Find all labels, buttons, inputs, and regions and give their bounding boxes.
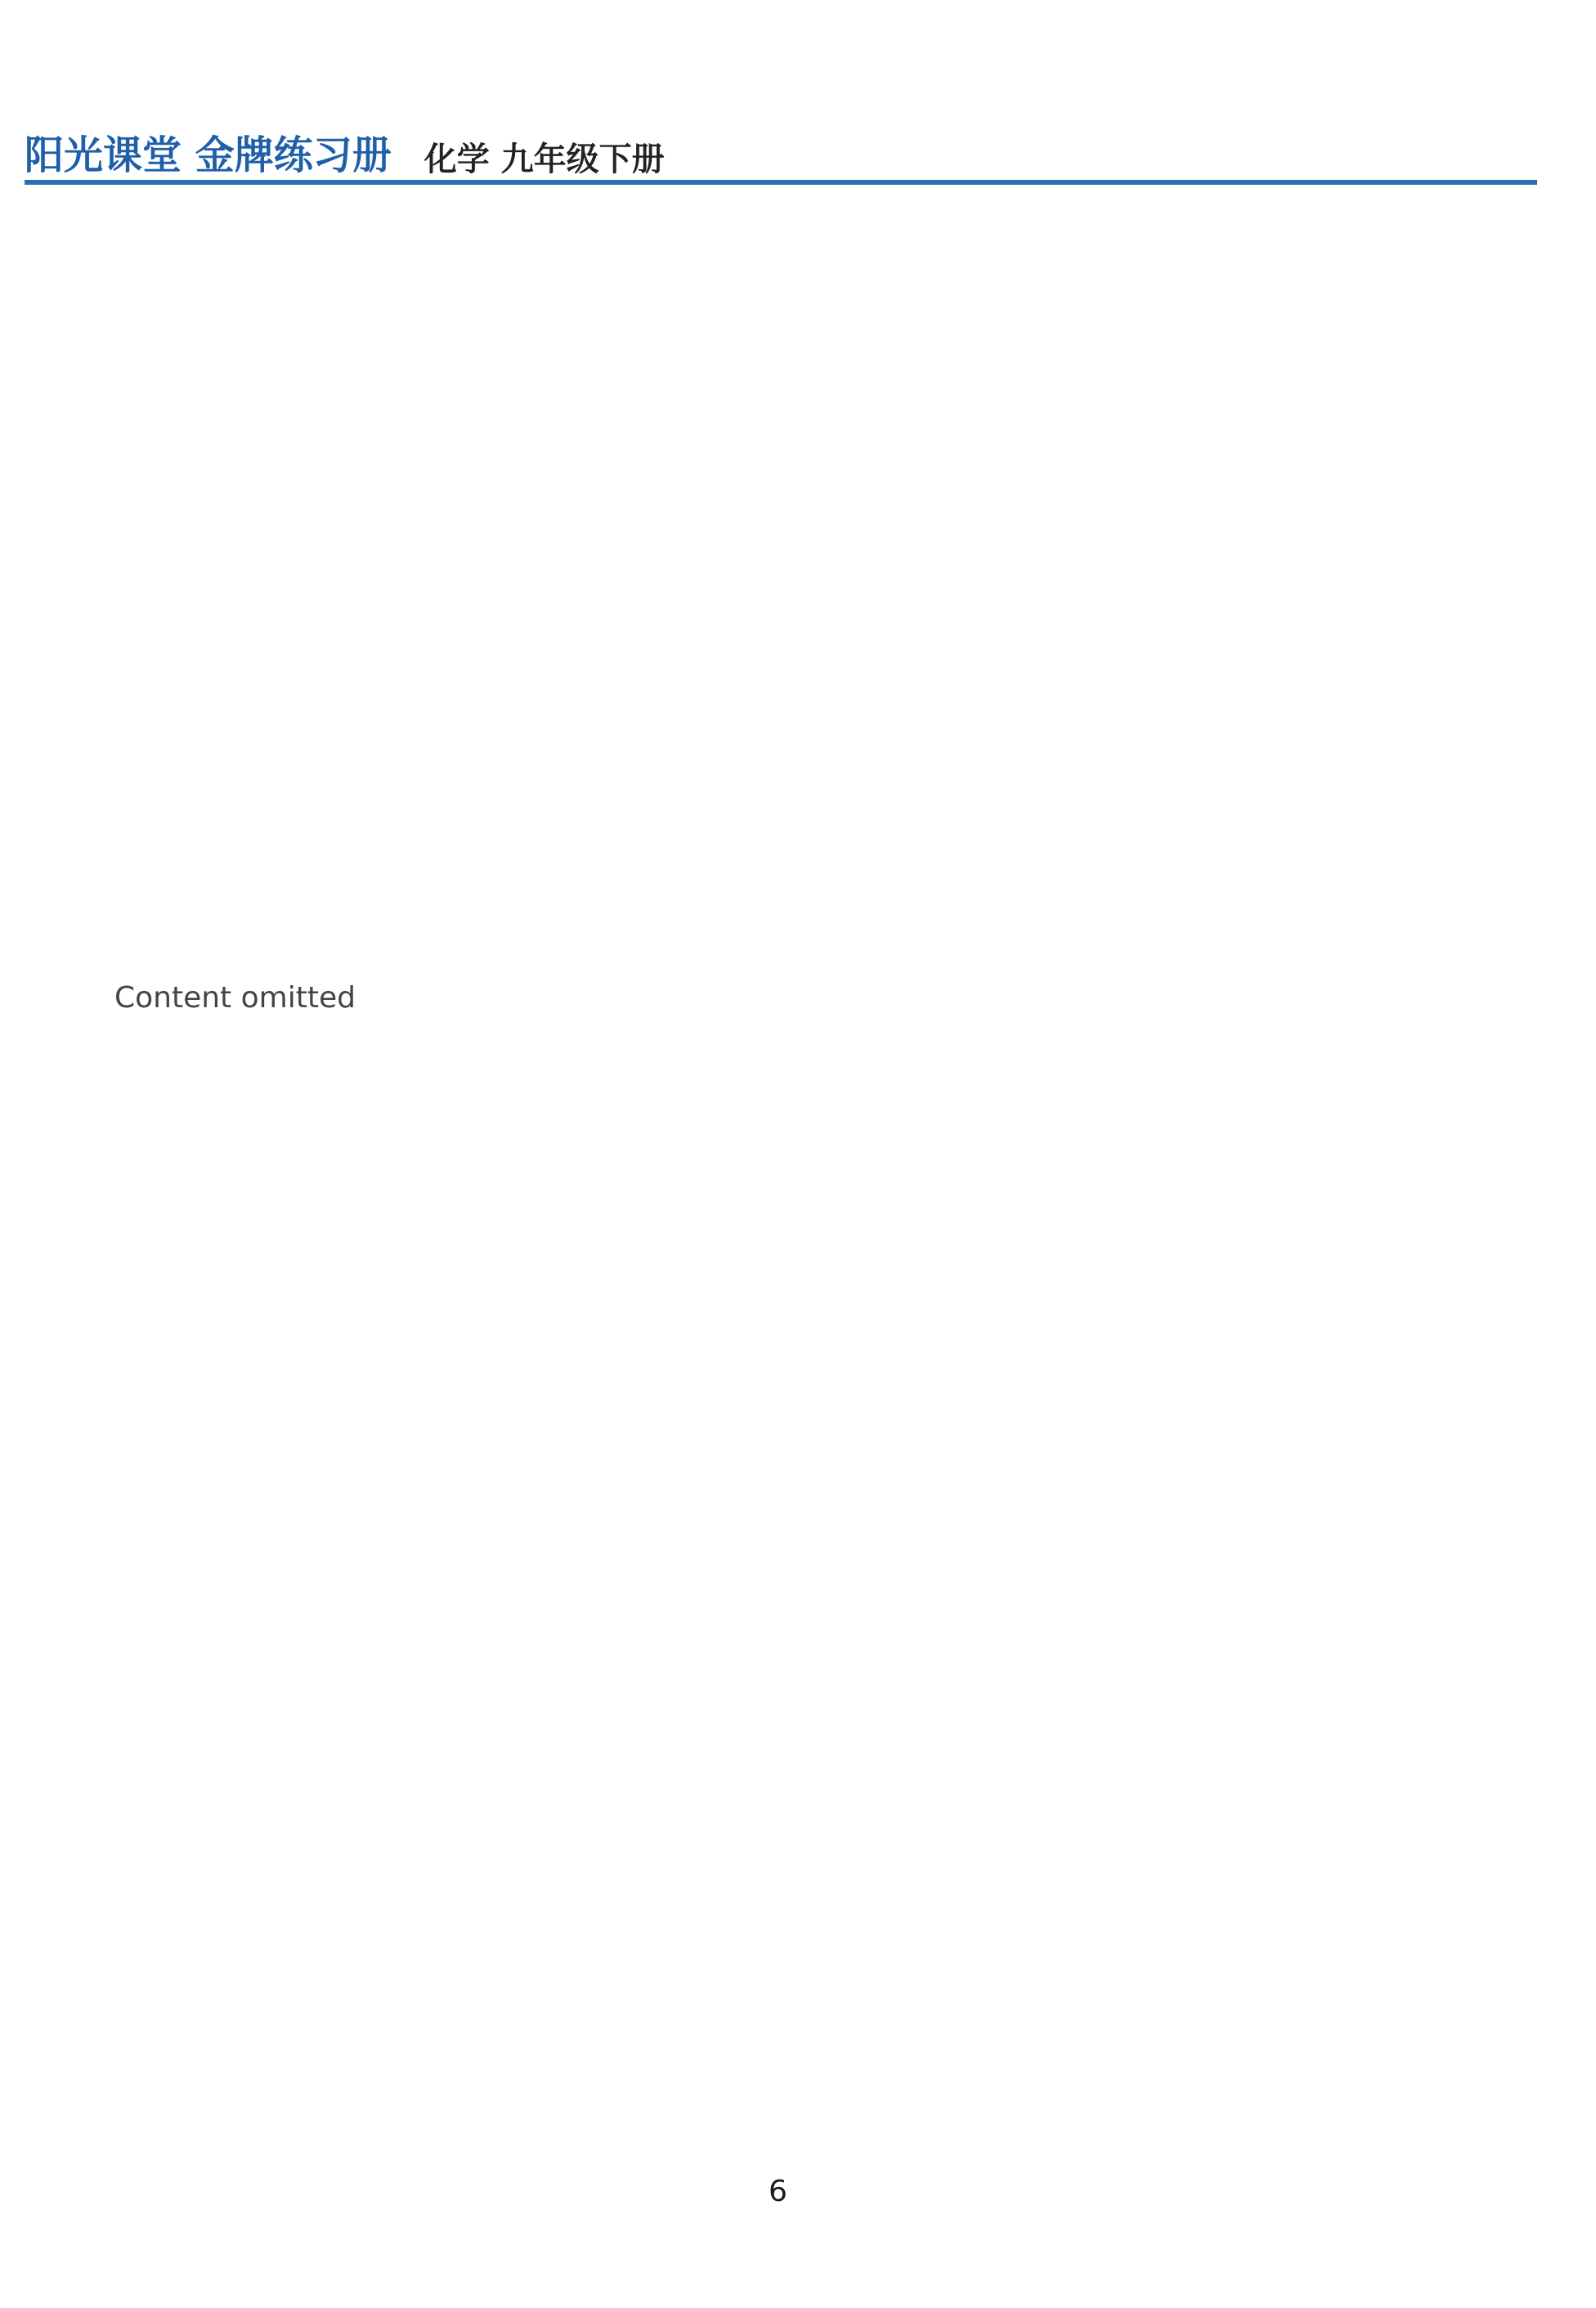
page-number: 6 bbox=[769, 2175, 787, 2208]
brand-title: 阳光课堂 金牌练习册 bbox=[25, 132, 392, 178]
subject-title: 化学 九年级下册 bbox=[424, 141, 665, 178]
placeholder-note: Content omitted bbox=[114, 981, 356, 1015]
page-header bbox=[25, 33, 1537, 185]
